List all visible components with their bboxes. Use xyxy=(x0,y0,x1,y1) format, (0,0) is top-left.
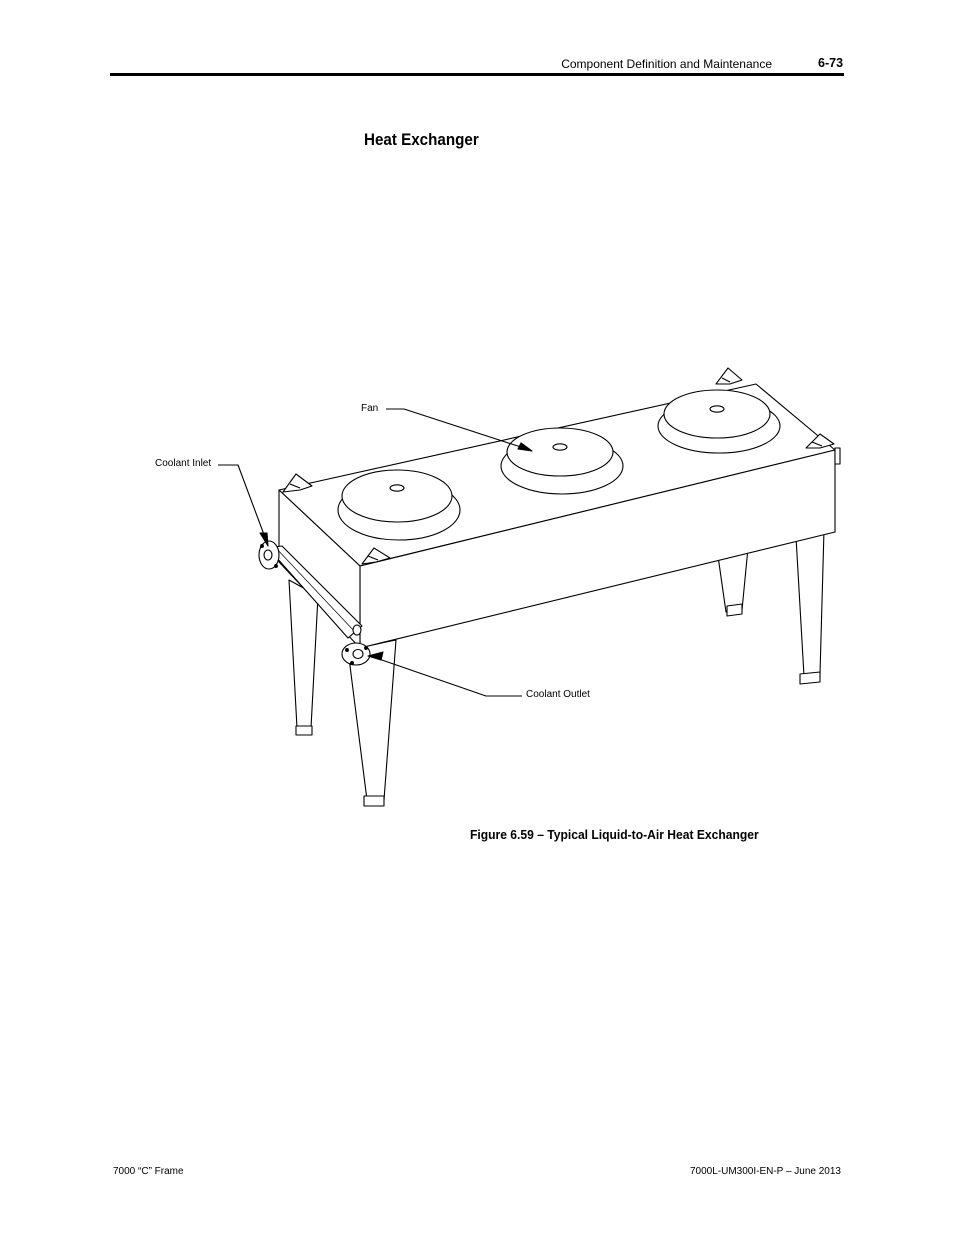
footer-product: 7000 “C” Frame xyxy=(113,1166,184,1177)
figure-caption: Figure 6.59 – Typical Liquid-to-Air Heat Exchanger xyxy=(470,827,759,842)
callout-fan: Fan xyxy=(361,403,379,414)
fan-shroud-1 xyxy=(338,470,460,540)
callout-coolant-outlet: Coolant Outlet xyxy=(526,689,590,700)
footer-publication: 7000L-UM300I-EN-P – June 2013 xyxy=(689,1166,841,1177)
header-page-number: 6-73 xyxy=(818,56,844,70)
callout-coolant-inlet: Coolant Inlet xyxy=(155,458,212,469)
header-section-name: Component Definition and Maintenance xyxy=(561,57,772,71)
section-title: Heat Exchanger xyxy=(364,131,479,149)
